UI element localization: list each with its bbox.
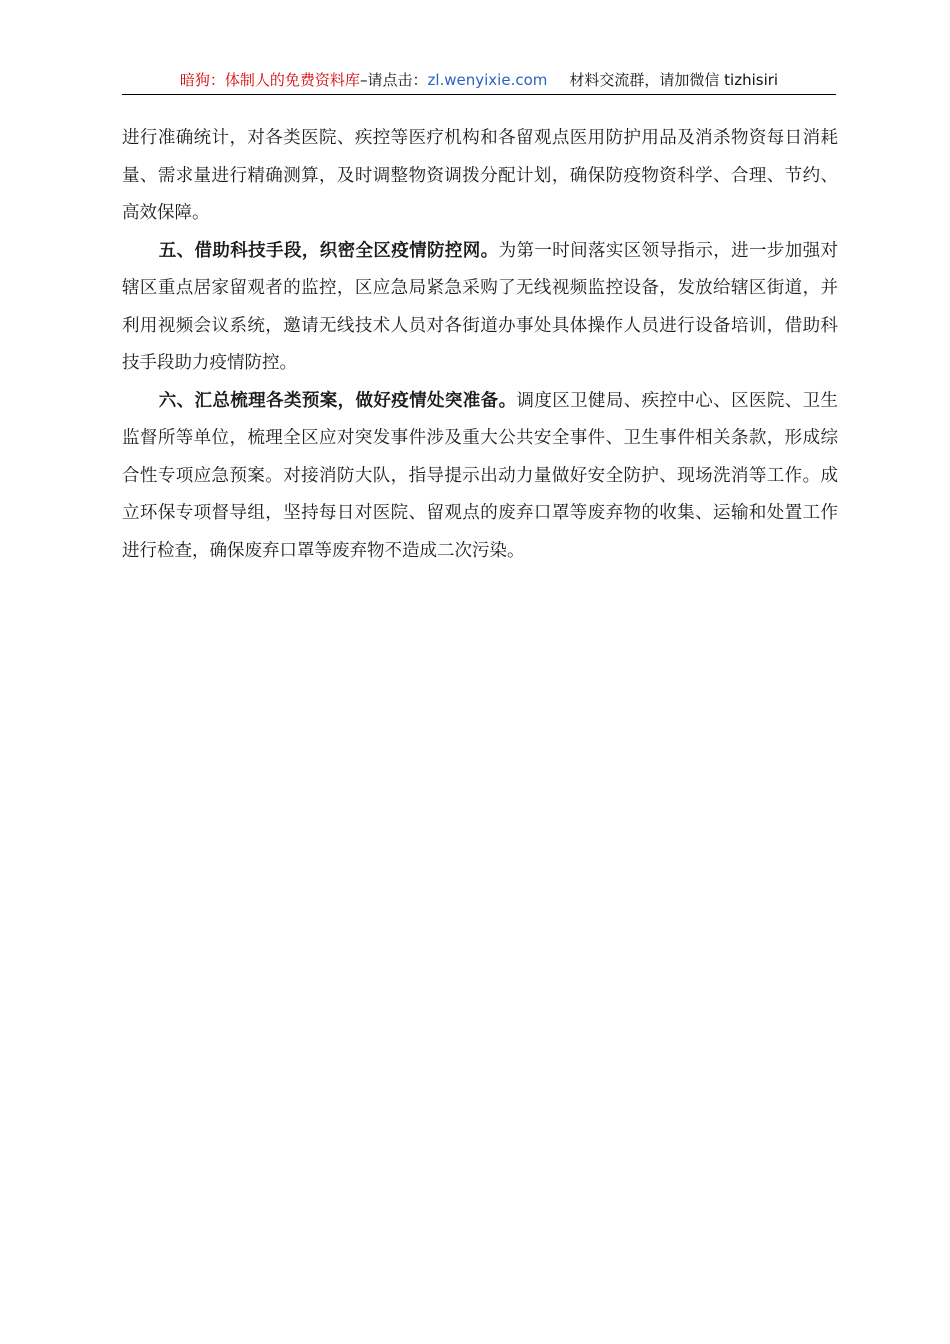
- document-body: [122, 120, 838, 570]
- section-heading: 六、汇总梳理各类预案，做好疫情处突准备。: [158, 390, 517, 411]
- section-heading: 五、借助科技手段，织密全区疫情防控网。: [158, 240, 499, 261]
- paragraph: [122, 383, 838, 571]
- paragraph: [122, 120, 838, 233]
- header-group-info: 材料交流群，请加微信 tizhisiri: [569, 71, 779, 89]
- header-prompt: –请点击：: [359, 71, 428, 89]
- paragraph-body: 进行准确统计，对各类医院、疾控等医疗机构和各留观点医用防护用品及消杀物资每日消耗量、需求量进行精确测算，及时调整物资调拨分配计划，确保防疫物资科学、合理、节约、高效保障。: [122, 128, 838, 223]
- page-header: [122, 68, 836, 95]
- paragraph-body: 调度区卫健局、疾控中心、区医院、卫生监督所等单位，梳理全区应对突发事件涉及重大公共安全事件、卫生事件相关条款，形成综合性专项应急预案。对接消防大队，指导提示出动力量做好安全防护、现场洗消等工作。成立环保专项督导组，坚持每日对医院、留观点的废弃口罩等废弃物的收集、运输和处置工作进行检查，确保废弃口罩等废弃物不造成二次污染。: [122, 390, 838, 561]
- paragraph: [122, 233, 838, 383]
- header-link[interactable]: zl.wenyixie.com: [427, 71, 548, 89]
- header-brand: 暗狗：体制人的免费资料库: [179, 71, 360, 89]
- paragraph-body: 为第一时间落实区领导指示，进一步加强对辖区重点居家留观者的监控，区应急局紧急采购了无线视频监控设备，发放给辖区街道，并利用视频会议系统，邀请无线技术人员对各街道办事处具体操作人员进行设备培训，借助科技手段助力疫情防控。: [122, 240, 839, 373]
